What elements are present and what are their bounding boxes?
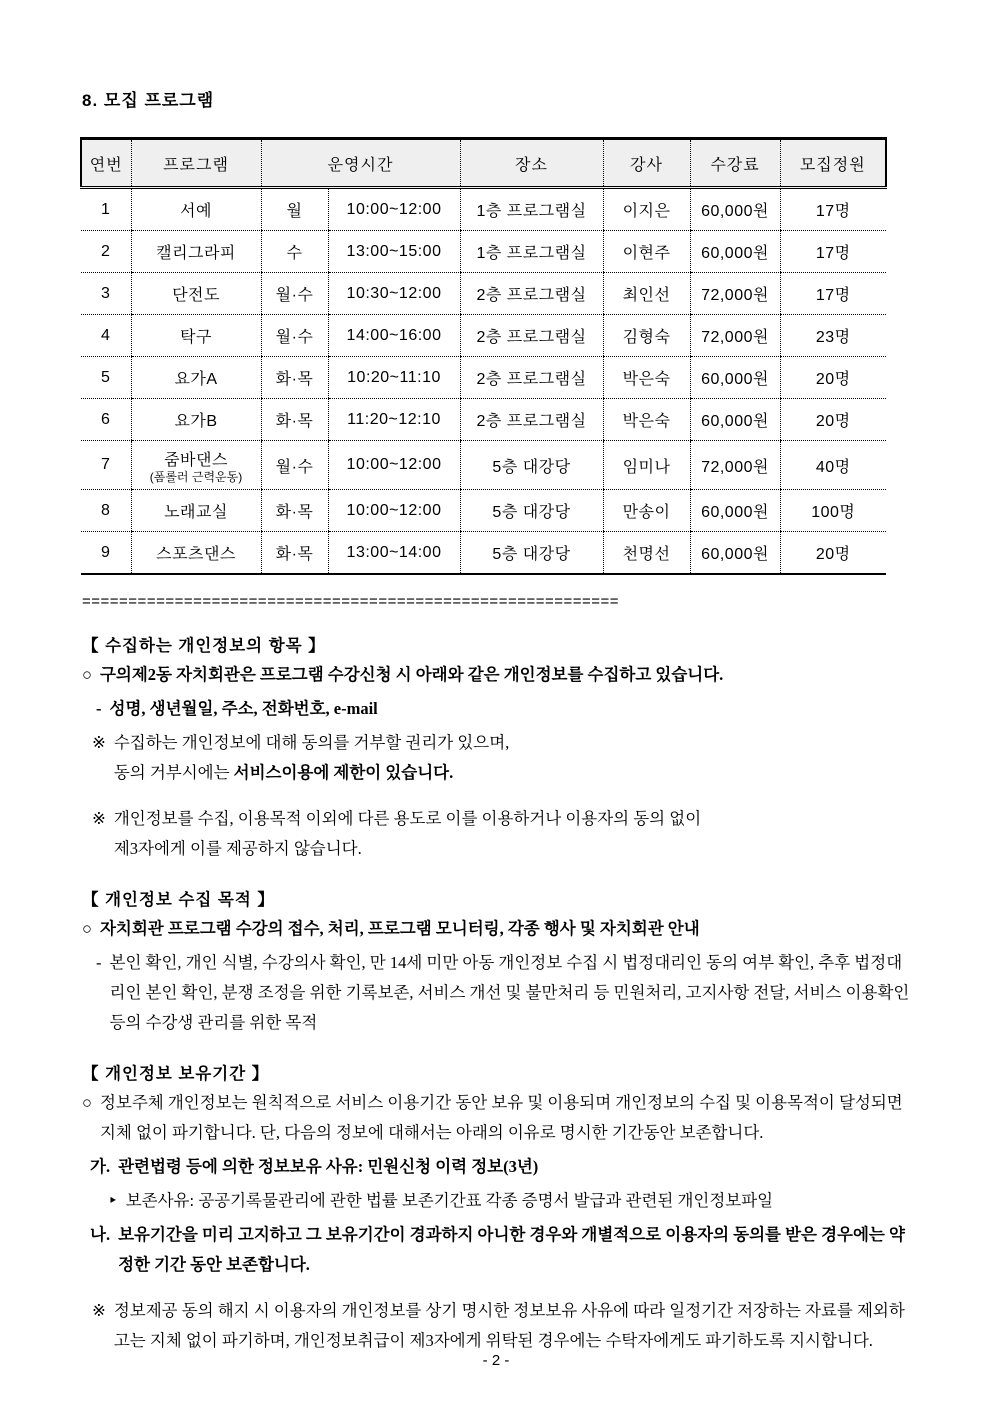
cell-day: 화·목 xyxy=(261,399,328,441)
cell-no: 8 xyxy=(81,490,131,532)
paragraph: ○ 구의제2동 자치회관은 프로그램 수강신청 시 아래와 같은 개인정보를 수집하고 있습니다. xyxy=(80,660,910,690)
section-heading-items-collected: 【 수집하는 개인정보의 항목 】 xyxy=(82,637,326,655)
cell-program xyxy=(131,532,261,575)
equals-divider: ========================================================== xyxy=(82,593,620,610)
section-retention xyxy=(80,1088,910,1356)
cell-time: 14:00~16:00 xyxy=(328,315,460,357)
cell-day: 화·목 xyxy=(261,532,328,575)
cell-time: 10:30~12:00 xyxy=(328,273,460,315)
cell-fee: 72,000원 xyxy=(690,441,780,490)
cell-time: 10:00~12:00 xyxy=(328,441,460,490)
cell-no: 1 xyxy=(81,188,131,231)
cell-place: 5층 대강당 xyxy=(460,532,603,575)
program-name: 노래교실 xyxy=(164,504,228,521)
col-header-program: 프로그램 xyxy=(131,139,261,188)
cell-no: 5 xyxy=(81,357,131,399)
cell-day: 수 xyxy=(261,231,328,273)
cell-instructor: 박은숙 xyxy=(603,357,690,399)
cell-program xyxy=(131,231,261,273)
program-note: (폼롤러 근력운동) xyxy=(149,469,243,484)
program-name: 줌바댄스 xyxy=(164,451,228,469)
cell-place: 1층 프로그램실 xyxy=(460,188,603,231)
cell-program xyxy=(131,490,261,532)
dash-bullet: - xyxy=(96,699,102,718)
circle-bullet: ○ xyxy=(82,1093,92,1112)
cell-day: 월 xyxy=(261,188,328,231)
cell-fee: 72,000원 xyxy=(690,315,780,357)
circle-bullet: ○ xyxy=(82,919,92,938)
cell-no: 7 xyxy=(81,441,131,490)
paragraph: ※ 개인정보를 수집, 이용목적 이외에 다른 용도로 이를 이용하거나 이용자의 동의 없이 제3자에게 이를 제공하지 않습니다. xyxy=(80,804,910,864)
program-name: 서예 xyxy=(180,203,212,220)
cell-fee: 60,000원 xyxy=(690,490,780,532)
program-name: 단전도 xyxy=(172,287,220,304)
table-row xyxy=(81,490,886,532)
section-purpose xyxy=(80,914,910,1038)
cell-no: 3 xyxy=(81,273,131,315)
paragraph: 나. 보유기간을 미리 고지하고 그 보유기간이 경과하지 아니한 경우와 개별적으로 이용자의 동의를 받은 경우에는 약정한 기간 동안 보존합니다. xyxy=(80,1220,910,1280)
paragraph: ※ 수집하는 개인정보에 대해 동의를 거부할 권리가 있으며, 동의 거부시에는 서비스이용에 제한이 있습니다. xyxy=(80,728,910,788)
ga-label: 가. xyxy=(90,1157,111,1176)
cell-place: 2층 프로그램실 xyxy=(460,315,603,357)
cell-instructor: 김형숙 xyxy=(603,315,690,357)
col-header-instructor: 강사 xyxy=(603,139,690,188)
cell-day: 월·수 xyxy=(261,441,328,490)
cell-capacity: 17명 xyxy=(780,188,886,231)
cell-instructor: 임미나 xyxy=(603,441,690,490)
cell-program xyxy=(131,357,261,399)
cell-instructor: 이현주 xyxy=(603,231,690,273)
cell-no: 4 xyxy=(81,315,131,357)
table-row xyxy=(81,231,886,273)
cell-instructor: 천명선 xyxy=(603,532,690,575)
table-row xyxy=(81,357,886,399)
cell-place: 1층 프로그램실 xyxy=(460,231,603,273)
cell-capacity: 100명 xyxy=(780,490,886,532)
cell-place: 2층 프로그램실 xyxy=(460,399,603,441)
table-row xyxy=(81,273,886,315)
cell-capacity: 23명 xyxy=(780,315,886,357)
cell-fee: 60,000원 xyxy=(690,532,780,575)
section-items-collected xyxy=(80,660,910,864)
cell-program xyxy=(131,441,261,490)
paragraph: 가. 관련법령 등에 의한 정보보유 사유: 민원신청 이력 정보(3년) xyxy=(80,1152,910,1182)
cell-capacity: 17명 xyxy=(780,273,886,315)
cell-capacity: 20명 xyxy=(780,532,886,575)
paragraph: - 본인 확인, 개인 식별, 수강의사 확인, 만 14세 미만 아동 개인정보 수집 시 법정대리인 동의 여부 확인, 추후 법정대리인 본인 확인, 분쟁 조정을 위한 기록보존, 서비스 개선 및 불만처리 등 민원처리, 고지사항 전달, 서비스 이용확인 등의 수강생 관리를 위한 목적 xyxy=(80,948,910,1038)
circle-bullet: ○ xyxy=(82,665,92,684)
section-heading-retention: 【 개인정보 보유기간 】 xyxy=(82,1065,270,1083)
cell-no: 2 xyxy=(81,231,131,273)
table-row xyxy=(81,315,886,357)
cell-place: 5층 대강당 xyxy=(460,490,603,532)
reference-mark: ※ xyxy=(92,1301,106,1320)
paragraph: ○ 자치회관 프로그램 수강의 접수, 처리, 프로그램 모니터링, 각종 행사 및 자치회관 안내 xyxy=(80,914,910,944)
cell-time: 10:20~11:10 xyxy=(328,357,460,399)
cell-capacity: 17명 xyxy=(780,231,886,273)
section-heading-purpose: 【 개인정보 수집 목적 】 xyxy=(82,891,275,909)
cell-time: 13:00~14:00 xyxy=(328,532,460,575)
cell-no: 6 xyxy=(81,399,131,441)
table-row xyxy=(81,188,886,231)
cell-instructor: 박은숙 xyxy=(603,399,690,441)
program-name: 탁구 xyxy=(180,329,212,346)
paragraph: ※ 정보제공 동의 해지 시 이용자의 개인정보를 상기 명시한 정보보유 사유에 따라 일정기간 저장하는 자료를 제외하고는 지체 없이 파기하며, 개인정보취급이 제3자에게 위탁된 경우에는 수탁자에게도 파기하도록 지시합니다. xyxy=(80,1296,910,1356)
col-header-no: 연번 xyxy=(81,139,131,188)
table-row xyxy=(81,441,886,490)
program-name: 스포츠댄스 xyxy=(156,546,236,563)
cell-capacity: 40명 xyxy=(780,441,886,490)
cell-place: 5층 대강당 xyxy=(460,441,603,490)
col-header-schedule: 운영시간 xyxy=(261,139,460,188)
paragraph: - 성명, 생년월일, 주소, 전화번호, e-mail xyxy=(80,694,910,724)
cell-program xyxy=(131,399,261,441)
triangle-bullet: ‣ xyxy=(108,1191,118,1210)
reference-mark: ※ xyxy=(92,809,106,828)
cell-fee: 72,000원 xyxy=(690,273,780,315)
cell-instructor: 이지은 xyxy=(603,188,690,231)
cell-time: 13:00~15:00 xyxy=(328,231,460,273)
cell-program xyxy=(131,273,261,315)
col-header-fee: 수강료 xyxy=(690,139,780,188)
cell-instructor: 만송이 xyxy=(603,490,690,532)
table-row xyxy=(81,399,886,441)
cell-instructor: 최인선 xyxy=(603,273,690,315)
cell-fee: 60,000원 xyxy=(690,399,780,441)
cell-program xyxy=(131,188,261,231)
cell-no: 9 xyxy=(101,543,111,561)
cell-fee: 60,000원 xyxy=(690,231,780,273)
cell-day: 화·목 xyxy=(261,490,328,532)
cell-place: 2층 프로그램실 xyxy=(460,357,603,399)
program-name: 캘리그라피 xyxy=(156,245,236,262)
table-row xyxy=(81,532,886,575)
page-title: 8. 모집 프로그램 xyxy=(82,91,215,110)
na-label: 나. xyxy=(90,1225,111,1244)
cell-program xyxy=(131,315,261,357)
program-table xyxy=(80,137,887,575)
cell-time: 10:00~12:00 xyxy=(328,490,460,532)
cell-fee: 60,000원 xyxy=(690,188,780,231)
cell-day: 월·수 xyxy=(261,273,328,315)
paragraph: ○ 정보주체 개인정보는 원칙적으로 서비스 이용기간 동안 보유 및 이용되며 개인정보의 수집 및 이용목적이 달성되면 지체 없이 파기합니다. 단, 다음의 정보에 대해서는 아래의 이유로 명시한 기간동안 보존합니다. xyxy=(80,1088,910,1148)
cell-time: 10:00~12:00 xyxy=(328,188,460,231)
cell-time: 11:20~12:10 xyxy=(328,399,460,441)
cell-capacity: 20명 xyxy=(780,357,886,399)
cell-day: 화·목 xyxy=(261,357,328,399)
page-number: - 2 - xyxy=(482,1352,510,1369)
dash-bullet: - xyxy=(96,953,102,972)
cell-day: 월·수 xyxy=(261,315,328,357)
reference-mark: ※ xyxy=(92,733,106,752)
col-header-capacity: 모집정원 xyxy=(780,139,886,188)
cell-capacity: 20명 xyxy=(780,399,886,441)
program-name: 요가B xyxy=(174,413,218,430)
cell-fee: 60,000원 xyxy=(690,357,780,399)
program-name: 요가A xyxy=(174,371,218,388)
table-header-row xyxy=(81,139,886,188)
cell-place: 2층 프로그램실 xyxy=(460,273,603,315)
col-header-place: 장소 xyxy=(460,139,603,188)
paragraph: ‣ 보존사유: 공공기록물관리에 관한 법률 보존기간표 각종 증명서 발급과 관련된 개인정보파일 xyxy=(80,1186,910,1216)
